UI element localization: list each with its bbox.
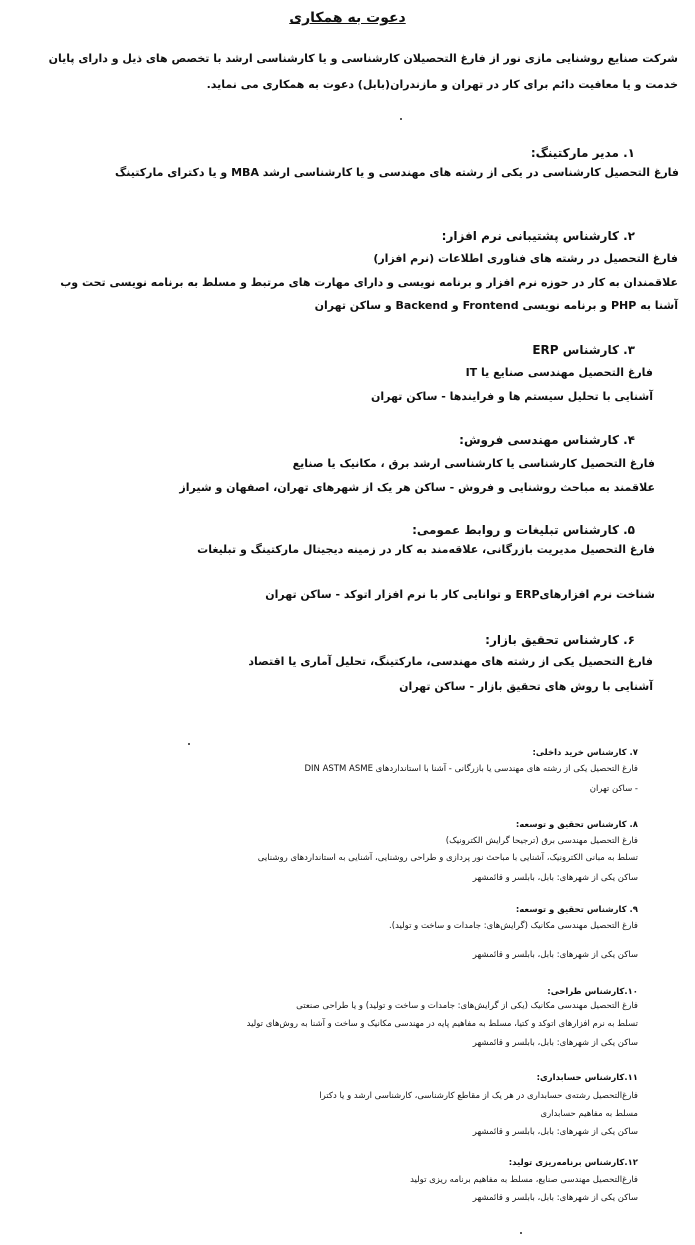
position-line: فارغ التحصیل یکی از رشته های مهندسی، مارکتینگ، تحلیل آماری یا اقتصاد (248, 655, 653, 668)
position-line: آشنا به PHP و برنامه نویسی Frontend و Backend و ساکن تهران (314, 299, 678, 312)
position-line: ساکن یکی از شهرهای: بابل، بابلسر و قائمشهر (472, 1127, 638, 1137)
position-line: آشنایی با روش های تحقیق بازار - ساکن تهران (399, 680, 653, 693)
position-line: مسلط به مفاهیم حسابداری (540, 1109, 638, 1119)
position-line: فارغ التحصیل مهندسی مکانیک (گرایش‌های: جامدات و ساخت و تولید). (389, 921, 638, 931)
position-heading: ۲. کارشناس پشتیبانی نرم افزار: (441, 229, 635, 243)
position-heading: ۹. کارشناس تحقیق و توسعه: (515, 905, 638, 915)
position-line: تسلط به نرم افزارهای اتوکد و کتیا، مسلط به مفاهیم پایه در مهندسی مکانیک و ساخت و آشنا به روش‌های تولید (246, 1019, 638, 1029)
scan-speck (188, 743, 190, 745)
position-line: فارغ التحصیل کارشناسی یا کارشناسی ارشد برق ، مکانیک یا صنایع (292, 457, 655, 470)
position-line: فارغ التحصیل مهندسی برق (ترجیحا گرایش الکترونیک) (445, 836, 638, 846)
position-line: - ساکن تهران (589, 784, 638, 794)
position-heading: ۸. کارشناس تحقیق و توسعه: (515, 820, 638, 830)
position-heading: ۴. کارشناس مهندسی فروش: (459, 433, 635, 447)
intro-line: شرکت صنایع روشنایی مازی نور از فارغ التحصیلان کارشناسی و یا کارشناسی ارشد با تخصص های ذیل و دارای پایان (48, 52, 678, 65)
position-line: ساکن یکی از شهرهای: بابل، بابلسر و قائمشهر (472, 1193, 638, 1203)
position-line: فارغ‌التحصیل رشته‌ی حسابداری در هر یک از مقاطع کارشناسی، کارشناسی ارشد و یا دکترا (319, 1091, 638, 1101)
position-line: فارغ التحصیل مهندسی صنایع یا IT (465, 366, 653, 379)
position-line: فارغ التحصیل کارشناسی در یکی از رشته های مهندسی و یا کارشناسی ارشد MBA و یا دکترای مارکتینگ (115, 166, 679, 179)
page-title: دعوت به همکاری (289, 10, 406, 26)
position-heading: ۳. کارشناس ERP (532, 343, 635, 357)
position-line: علاقمند به مباحث روشنایی و فروش - ساکن هر یک از شهرهای تهران، اصفهان و شیراز (179, 481, 655, 494)
position-line: فارغ التحصیل یکی از رشته های مهندسی یا بازرگانی - آشنا با استانداردهای DIN ASTM ASME (304, 764, 638, 774)
position-heading: ۶. کارشناس تحقیق بازار: (485, 633, 635, 647)
scan-speck (520, 1232, 522, 1234)
position-heading: ۵. کارشناس تبلیغات و روابط عمومی: (412, 523, 635, 537)
position-line: شناخت نرم افزارهایERP و توانایی کار با نرم افزار اتوکد - ساکن تهران (265, 588, 655, 601)
position-heading: ۷. کارشناس خرید داخلی: (532, 748, 638, 758)
position-heading: ۱۱.کارشناس حسابداری: (536, 1073, 638, 1083)
position-heading: ۱۰.کارشناس طراحی: (547, 987, 638, 997)
position-heading: ۱۲.کارشناس برنامه‌ریزی تولید: (508, 1158, 638, 1168)
position-line: ساکن یکی از شهرهای: بابل، بابلسر و قائمشهر (472, 873, 638, 883)
position-heading: ۱. مدیر مارکتینگ: (530, 146, 635, 160)
position-line: ساکن یکی از شهرهای: بابل، بابلسر و قائمشهر (472, 950, 638, 960)
position-line: فارغ التحصیل مهندسی مکانیک (یکی از گرایش‌های: جامدات و ساخت و تولید) و یا طراحی صنعتی (296, 1001, 638, 1011)
position-line: علاقمندان به کار در حوزه نرم افزار و برنامه نویسی و دارای مهارت های مرتبط و مسلط به برنامه نویسی تحت وب (60, 276, 678, 289)
scan-speck (400, 118, 402, 120)
position-line: تسلط به مبانی الکترونیک، آشنایی با مباحث نور پردازی و طراحی روشنایی، آشنایی به استانداردهای روشنایی (257, 853, 638, 863)
position-line: فارغ التحصیل در رشته های فناوری اطلاعات (نرم افزار) (373, 252, 678, 265)
intro-line: خدمت و یا معافیت دائم برای کار در تهران و مازندران(بابل) دعوت به همکاری می نماید. (206, 78, 678, 91)
position-line: ساکن یکی از شهرهای: بابل، بابلسر و قائمشهر (472, 1038, 638, 1048)
position-line: آشنایی با تحلیل سیستم ها و فرایندها - ساکن تهران (370, 390, 653, 403)
position-line: فارغ التحصیل مدیریت بازرگانی، علاقه‌مند به کار در زمینه دیجیتال مارکتینگ و تبلیغات (197, 543, 655, 556)
position-line: فارغ‌التحصیل مهندسی صنایع، مسلط به مفاهیم برنامه ریزی تولید (410, 1175, 638, 1185)
